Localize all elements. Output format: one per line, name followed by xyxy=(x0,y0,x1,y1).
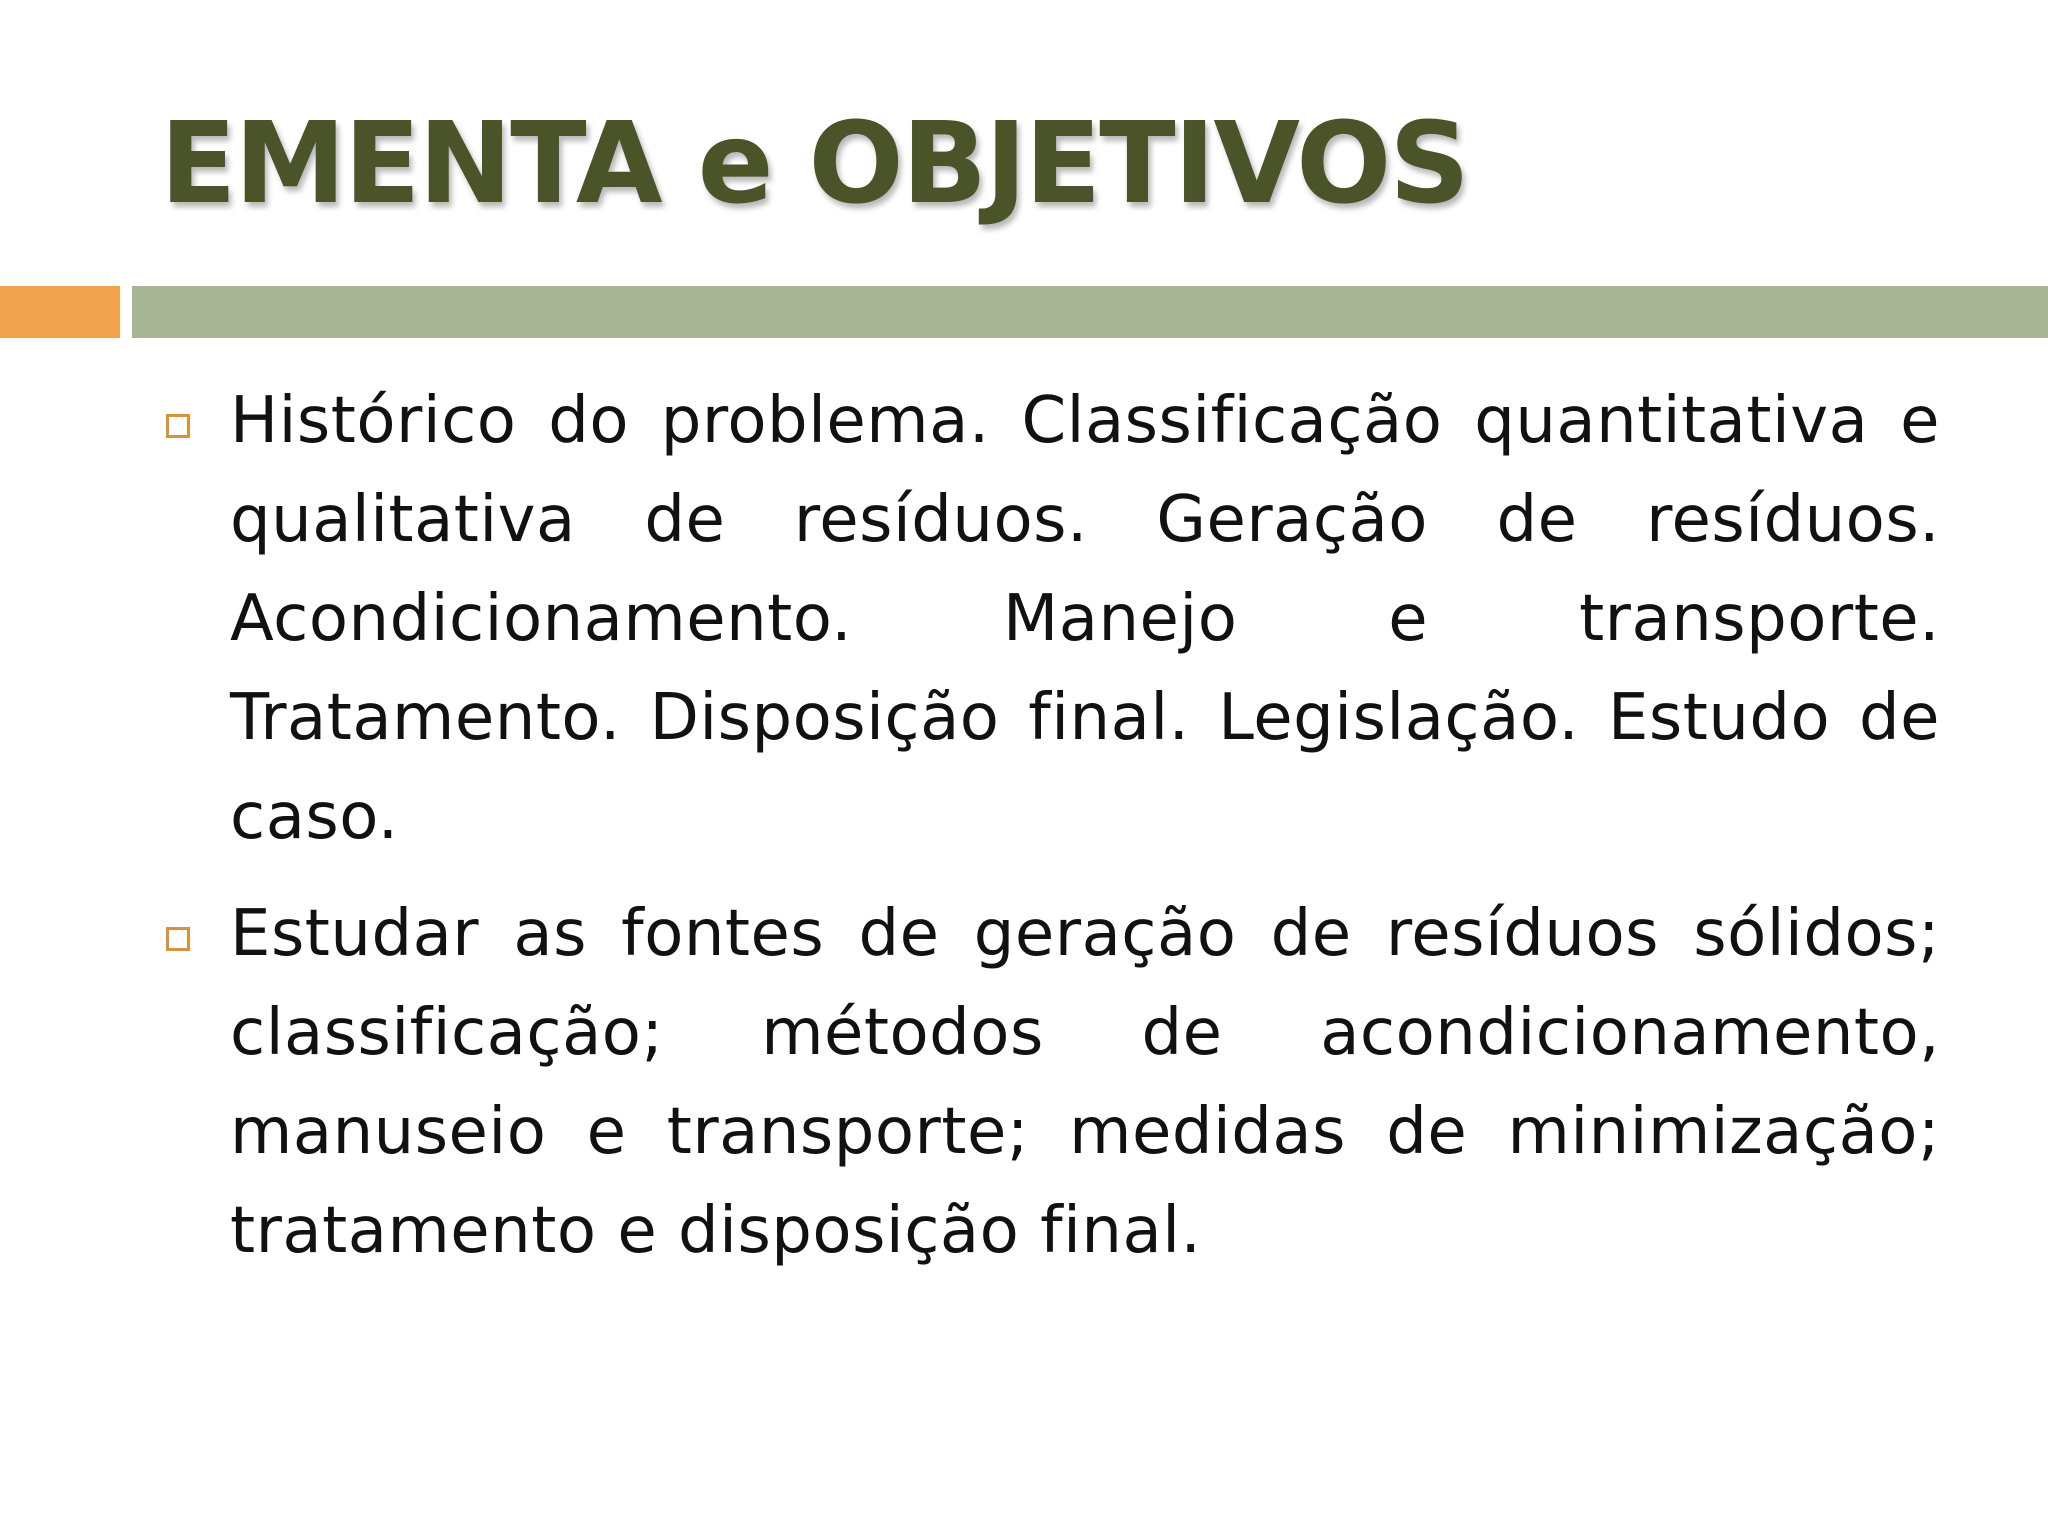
square-bullet-icon xyxy=(166,414,190,438)
title-divider-bar xyxy=(132,286,2048,338)
slide-content xyxy=(160,372,1940,1299)
bullet-text: Histórico do problema. Classificação quantitativa e qualitativa de resíduos. Geração de resíduos. Acondicionamento. Manejo e transporte. Tratamento. Disposição final. Legislação. Estudo de caso. xyxy=(230,384,1940,854)
bullet-item-objetivos xyxy=(160,885,1940,1281)
slide-title: EMENTA e OBJETIVOS xyxy=(160,99,1468,229)
bullet-item-ementa xyxy=(160,372,1940,867)
square-bullet-icon xyxy=(166,927,190,951)
bullet-text: Estudar as fontes de geração de resíduos sólidos; classificação; métodos de acondicionamento, manuseio e transporte; medidas de minimização; tratamento e disposição final. xyxy=(230,897,1940,1268)
title-accent-bar xyxy=(0,286,120,338)
